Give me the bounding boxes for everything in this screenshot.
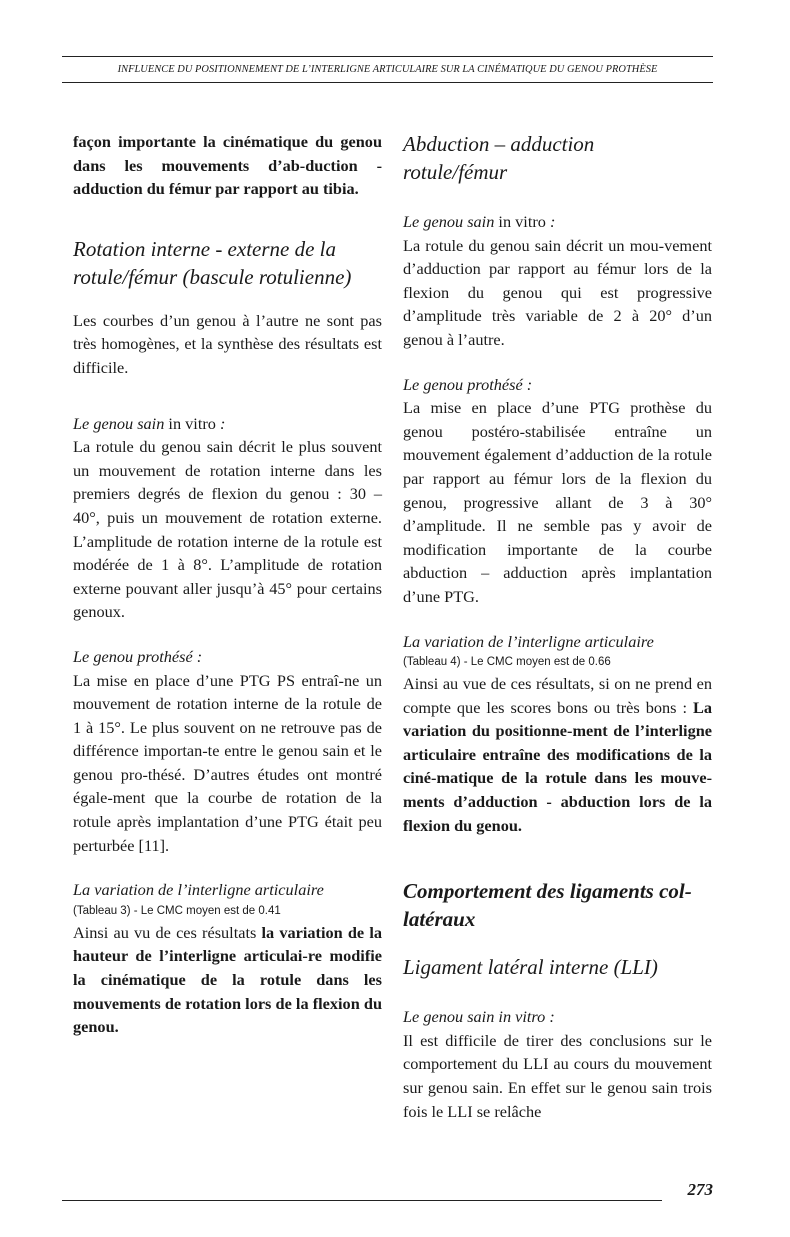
rotation-sain-label-suffix: in vitro xyxy=(164,413,216,433)
page-number: 273 xyxy=(687,1180,713,1199)
abduction-variation-conclusion: La variation du positionne-ment de l’interligne articulaire entraîne des modifications de la ciné-matique de la rotule dans les mouve-ments d’adduction - abduction lors de la flexion du genou. xyxy=(403,697,712,835)
abduction-sain-label-colon: : xyxy=(545,212,556,231)
section-title-rotation xyxy=(73,235,382,291)
abduction-prothese-label: Le genou prothésé : xyxy=(403,374,533,394)
rotation-sain-paragraph: La rotule du genou sain décrit le plus souvent un mouvement de rotation interne dans les premiers degrés de flexion du genou : 30 – 40°, puis un mouvement de rotation externe. L’amplitude de rotation interne de la rotule est modérée de 1 à 8°. L’amplitude de rotation externe pouvant aller jusqu’à 45° pour certains genoux. xyxy=(73,437,382,622)
rotation-sain-label xyxy=(73,412,382,436)
intro-bold-paragraph: façon importante la cinématique du genou dans les mouvements d’ab-duction - adduction du fémur par rapport au tibia. xyxy=(73,132,382,199)
rotation-sain-label-colon: : xyxy=(215,413,226,433)
abduction-table-ref: (Tableau 4) - Le CMC moyen est de 0.66 xyxy=(403,656,611,669)
section-title-rotation-line2: rotule/fémur (bascule rotulienne) xyxy=(73,264,352,289)
section-title-abduction-line1: Abduction – adduction xyxy=(403,132,595,156)
running-head: INFLUENCE DU POSITIONNEMENT DE L’INTERLIGNE ARTICULAIRE SUR LA CINÉMATIQUE DU GENOU PROTHÈSE xyxy=(117,64,658,75)
abduction-variation-label: La variation de l’interligne articulaire xyxy=(403,631,654,651)
abduction-sain-label xyxy=(403,210,712,234)
rotation-variation-paragraph xyxy=(73,921,382,1039)
footer-rule xyxy=(62,1200,662,1201)
abduction-prothese-paragraph: La mise en place d’une PTG prothèse du genou postéro-stabilisée entraîne un mouvement également d’adduction de la rotule par rapport au fémur lors de la flexion du genou, progressive allant de 3 à 30° d’amplitude. Il ne semble pas y avoir de modification importante de la courbe abduction – adduction après implantation d’une PTG. xyxy=(403,398,712,606)
lli-sain-label: Le genou sain in vitro : xyxy=(403,1007,555,1027)
rotation-sain-label-text: Le genou sain xyxy=(73,413,165,433)
abduction-variation-paragraph xyxy=(403,672,712,837)
header-underline xyxy=(62,82,713,83)
rotation-table-ref: (Tableau 3) - Le CMC moyen est de 0.41 xyxy=(73,904,281,917)
right-column xyxy=(403,130,712,1123)
section-title-ligaments-line1: Comportement des ligaments col- xyxy=(403,879,692,904)
rotation-prothese-label: Le genou prothésé : xyxy=(73,646,203,666)
rotation-prothese-paragraph: La mise en place d’une PTG PS entraî-ne un mouvement de rotation interne de la rotule de 1 à 15°. Le plus souvent on ne retrouve pas de différence importan-te entre le genou sain et le genou pro-thésé. D’autres études ont montré égale-ment que la courbe de rotation de la rotule après implantation d’une PTG était peu perturbée [11]. xyxy=(73,670,382,855)
header-rule xyxy=(62,56,713,57)
abduction-sain-paragraph: La rotule du genou sain décrit un mou-vement d’adduction par rapport au fémur lors de la flexion du genou qui est progressive d’amplitude très variable de 2 à 20° d’un genou à l’autre. xyxy=(403,235,712,349)
rotation-variation-label: La variation de l’interligne articulaire xyxy=(73,880,324,900)
section-title-abduction xyxy=(403,130,712,186)
section-title-lli: Ligament latéral interne (LLI) xyxy=(403,955,658,980)
rotation-intro-paragraph: Les courbes d’un genou à l’autre ne sont pas très homogènes, et la synthèse des résultats est difficile. xyxy=(73,310,382,377)
section-title-ligaments-line2: latéraux xyxy=(403,907,476,932)
lli-sain-paragraph: Il est difficile de tirer des conclusions sur le comportement du LLI au cours du mouvement sur genou sain. En effet sur le genou sain trois fois le LLI se relâche xyxy=(403,1030,712,1121)
abduction-sain-label-suffix: in vitro xyxy=(494,212,546,231)
section-title-rotation-line1: Rotation interne - externe de la xyxy=(73,236,337,261)
rotation-variation-conclusion: la variation de la hauteur de l’interligne articulai-re modifie la cinématique de la rotule dans les mouvements de rotation lors de la flexion du genou. xyxy=(73,922,382,1037)
section-title-abduction-line2: rotule/fémur xyxy=(403,160,508,184)
abduction-sain-label-text: Le genou sain xyxy=(403,212,495,231)
abduction-variation-text: Ainsi au vue de ces résultats, si on ne prend en compte que les scores bons ou très bons : xyxy=(403,674,712,717)
rotation-variation-text: Ainsi au vu de ces résultats xyxy=(73,922,262,942)
left-column xyxy=(73,130,382,1039)
section-title-ligaments xyxy=(403,877,712,933)
